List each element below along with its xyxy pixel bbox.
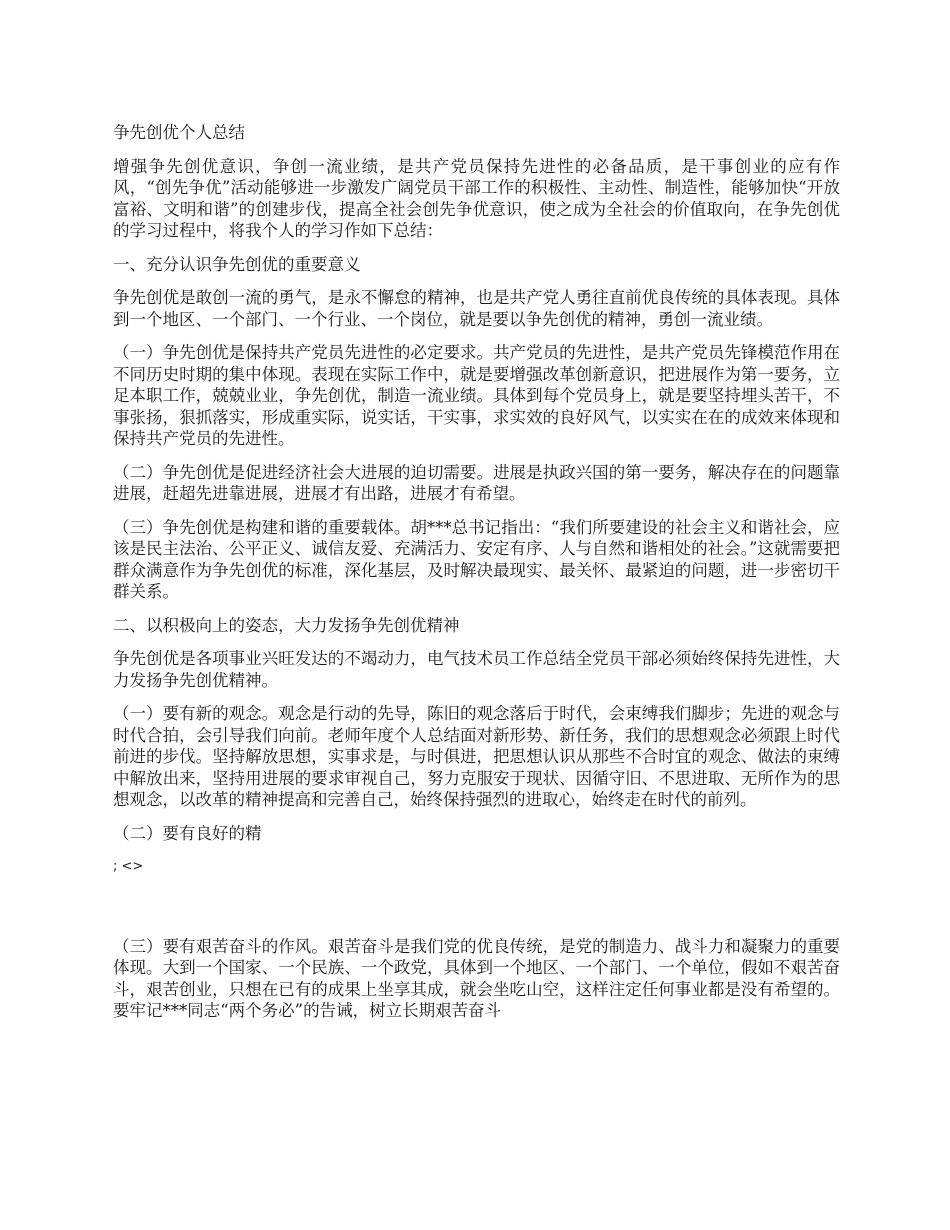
document-page xyxy=(113,122,840,1034)
section1-heading: 一、充分认识争先创优的重要意义 xyxy=(113,254,361,274)
section1-item3-paragraph: （三）争先创优是构建和谐的重要载体。胡***总书记指出：“我们所要建设的社会主义和谐社会，应该是民主法治、公平正义、诚信友爱、充满活力、安定有序、人与自然和谐相处的社会。”这就需要把群众满意作为争先创优的标准，深化基层，及时解决最现实、最关怀、最紧迫的问题，进一步密切干群关系。 xyxy=(113,517,840,601)
section2-item1-paragraph: （一）要有新的观念。观念是行动的先导，陈旧的观念落后于时代，会束缚我们脚步；先进的观念与时代合拍，会引导我们向前。老师年度个人总结面对新形势、新任务，我们的思想观念必须跟上时代前进的步伐。坚持解放思想，实事求是，与时俱进，把思想认识从那些不合时宜的观念、做法的束缚中解放出来，坚持用进展的要求审视自己，努力克服安于现状、因循守旧、不思进取、无所作为的思想观念，以改革的精神提高和完善自己，始终保持强烈的进取心，始终走在时代的前列。 xyxy=(113,704,840,809)
section2-item2-paragraph: （二）要有良好的精 xyxy=(113,823,262,843)
section1-item2-paragraph: （二）争先创优是促进经济社会大进展的迫切需要。进展是执政兴国的第一要务，解决存在的问题靠进展，赶超先进靠进展，进展才有出路，进展才有希望。 xyxy=(113,462,840,503)
blank-gap xyxy=(113,878,840,936)
stray-text: ; <> xyxy=(113,859,144,874)
intro-paragraph: 增强争先创优意识，争创一流业绩，是共产党员保持先进性的必备品质，是干事创业的应有作风，“创先争优”活动能够进一步激发广阔党员干部工作的积极性、主动性、制造性，能够加快“开放富裕、文明和谐”的创建步伐，提高全社会创先争优意识，使之成为全社会的价值取向，在争先创优的学习过程中，将我个人的学习作如下总结： xyxy=(113,156,840,240)
section1-intro-paragraph: 争先创优是敢创一流的勇气，是永不懈怠的精神，也是共产党人勇往直前优良传统的具体表现。具体到一个地区、一个部门、一个行业、一个岗位，就是要以争先创优的精神，勇创一流业绩。 xyxy=(113,288,840,329)
section1-item1-paragraph: （一）争先创优是保持共产党员先进性的必定要求。共产党员的先进性，是共产党员先锋模范作用在不同历史时期的集中体现。表现在实际工作中，就是要增强改革创新意识，把进展作为第一要务，立足本职工作，兢兢业业，争先创优，制造一流业绩。具体到每个党员身上，就是要坚持埋头苦干，不事张扬，狠抓落实，形成重实际，说实话，干实事，求实效的良好风气，以实实在在的成效来体现和保持共产党员的先进性。 xyxy=(113,343,840,448)
section2-heading: 二、以积极向上的姿态，大力发扬争先创优精神 xyxy=(113,615,460,635)
section2-item3-paragraph: （三）要有艰苦奋斗的作风。艰苦奋斗是我们党的优良传统，是党的制造力、战斗力和凝聚力的重要体现。大到一个国家、一个民族、一个政党，具体到一个地区、一个部门、一个单位，假如不艰苦奋斗，艰苦创业，只想在已有的成果上坐享其成，就会坐吃山空，这样注定任何事业都是没有希望的。要牢记***同志“两个务必”的告诫，树立长期艰苦奋斗 xyxy=(113,936,840,1020)
section2-intro-paragraph: 争先创优是各项事业兴旺发达的不竭动力，电气技术员工作总结全党员干部必须始终保持先进性，大力发扬争先创优精神。 xyxy=(113,649,840,690)
document-title: 争先创优个人总结 xyxy=(113,123,245,142)
